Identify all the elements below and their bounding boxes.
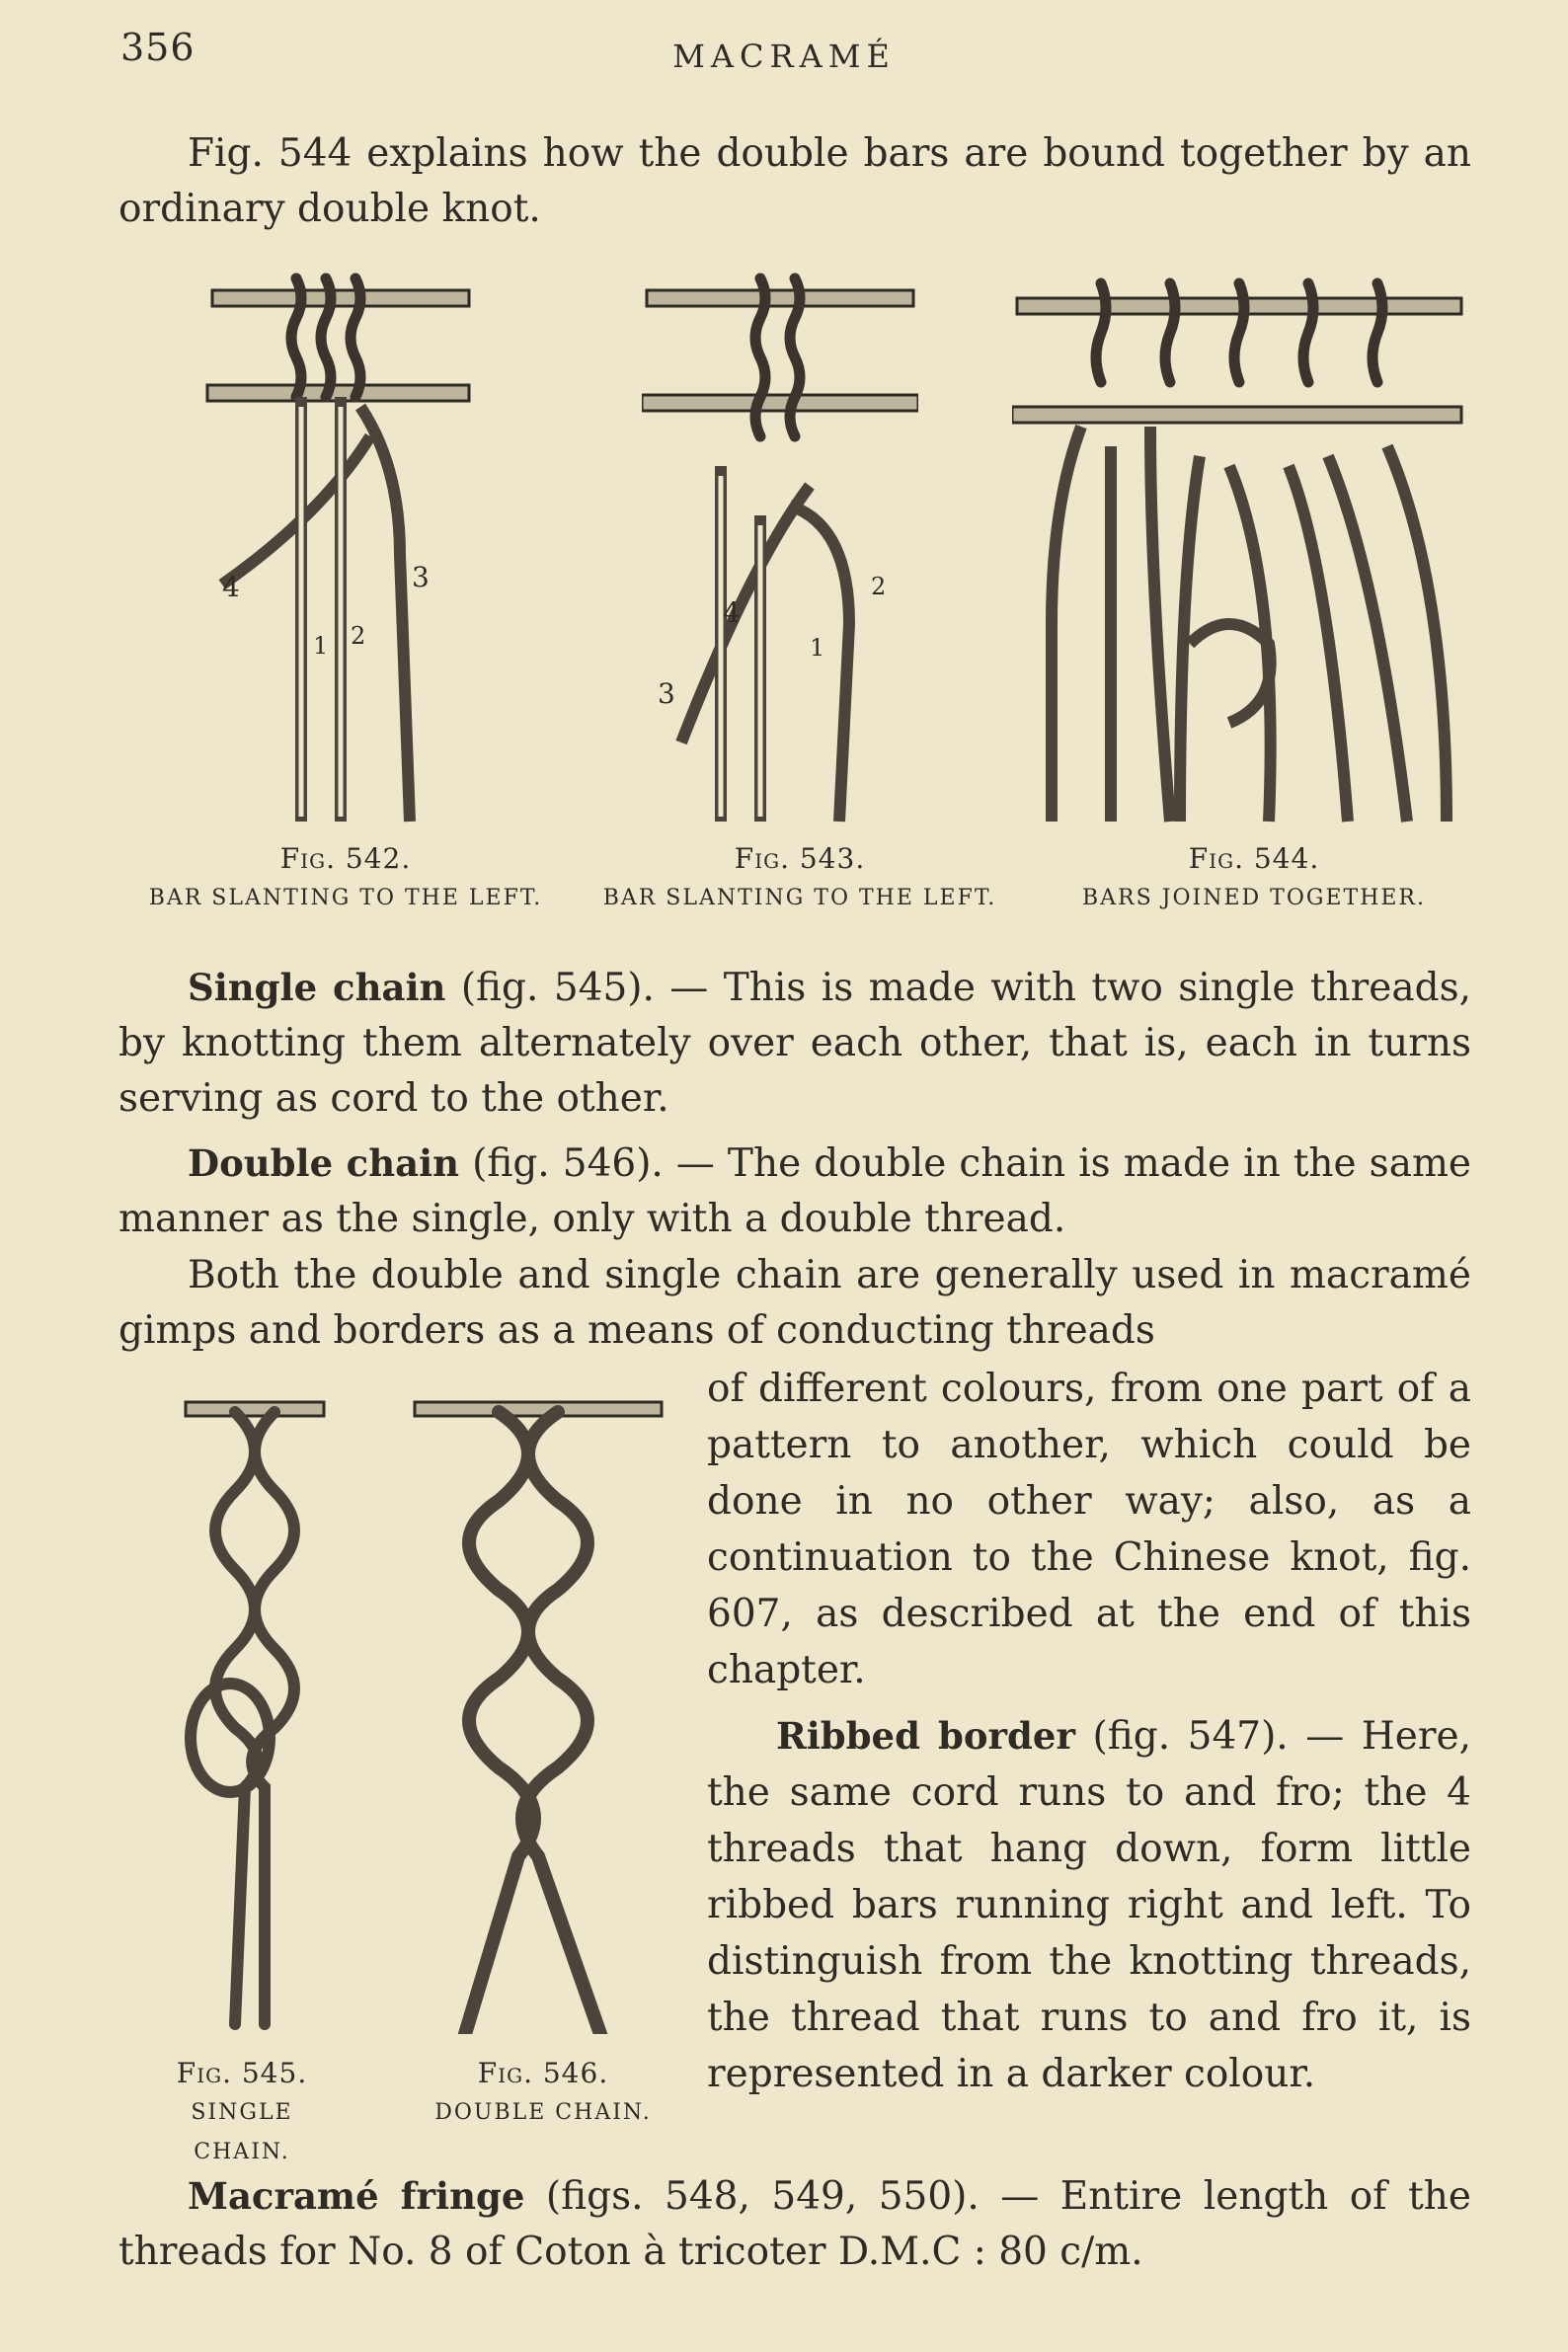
double-chain-text: (fig. 546). — The double chain is made in the same manner as the single, only with a double thread. — [118, 1141, 1472, 1241]
fig542-number: Fig. 542. — [279, 842, 412, 875]
fig546-description: DOUBLE CHAIN. — [434, 2100, 652, 2125]
single-chain-term: Single chain — [188, 966, 446, 1009]
fig545-description: SINGLE CHAIN. — [191, 2100, 293, 2164]
figure-544-illustration — [1012, 269, 1466, 831]
fig543-label-4: 4 — [723, 596, 741, 629]
ribbed-border-paragraph — [707, 1708, 1471, 2102]
fig542-caption — [128, 839, 563, 918]
fig542-label-2: 2 — [351, 622, 366, 650]
single-chain-paragraph — [118, 960, 1471, 1127]
page-number: 356 — [120, 26, 196, 69]
fig545-caption — [148, 2054, 336, 2172]
double-chain-paragraph — [118, 1136, 1471, 1247]
fig542-label-1: 1 — [313, 632, 329, 660]
both-chains-paragraph: Both the double and single chain are generally used in macramé gimps and borders as a means of conducting threads — [118, 1253, 1471, 1353]
single-chain-text: (fig. 545). — This is made with two single threads, by knotting them alternately over each other, that is, each in turns serving as cord to the other. — [118, 966, 1471, 1121]
both-chains-continuation: of different colours, from one part of a pattern to another, which could be done in no other way; also, as a continuation to the Chinese knot, fig. 607, as described at the end of this chapter. — [707, 1367, 1471, 1692]
fig543-label-2: 2 — [871, 573, 887, 600]
fringe-paragraph — [118, 2168, 1471, 2280]
fig543-description: BAR SLANTING TO THE LEFT. — [602, 886, 997, 910]
fig543-label-1: 1 — [810, 634, 825, 662]
fig544-description: BARS JOINED TOGETHER. — [1082, 886, 1426, 910]
figure-546-illustration — [410, 1382, 666, 2034]
fringe-term: Macramé fringe — [188, 2174, 525, 2218]
intro-paragraph: Fig. 544 explains how the double bars are bound together by an ordinary double knot. — [118, 131, 1471, 231]
fig546-number: Fig. 546. — [477, 2057, 609, 2089]
fig542-label-3: 3 — [412, 561, 430, 593]
fig543-caption — [578, 839, 1022, 918]
fig545-number: Fig. 545. — [176, 2057, 308, 2089]
fig543-label-3: 3 — [658, 677, 675, 710]
fringe-text: (figs. 548, 549, 550). — Entire length of the threads for No. 8 of Coton à tricoter D.M.C : 80 c/m. — [118, 2174, 1471, 2274]
running-title: MACRAMÉ — [672, 38, 896, 75]
double-chain-term: Double chain — [188, 1141, 460, 1185]
figure-545-illustration — [176, 1382, 334, 2034]
fig546-caption — [415, 2054, 671, 2133]
figure-543-illustration — [642, 269, 918, 831]
fig544-caption — [1032, 839, 1476, 918]
fig542-description: BAR SLANTING TO THE LEFT. — [148, 886, 543, 910]
ribbed-border-term: Ribbed border — [776, 1714, 1075, 1758]
fig543-number: Fig. 543. — [734, 842, 866, 875]
ribbed-border-text: (fig. 547). — Here, the same cord runs to and fro; the 4 threads that hang down, form little ribbed bars running right and left. To distinguish from the knotting threads, the thread that runs to and fro it, is represented in a darker colour. — [707, 1714, 1471, 2096]
figure-542-illustration — [202, 269, 479, 831]
fig544-number: Fig. 544. — [1188, 842, 1320, 875]
fig542-label-4: 4 — [222, 571, 240, 603]
